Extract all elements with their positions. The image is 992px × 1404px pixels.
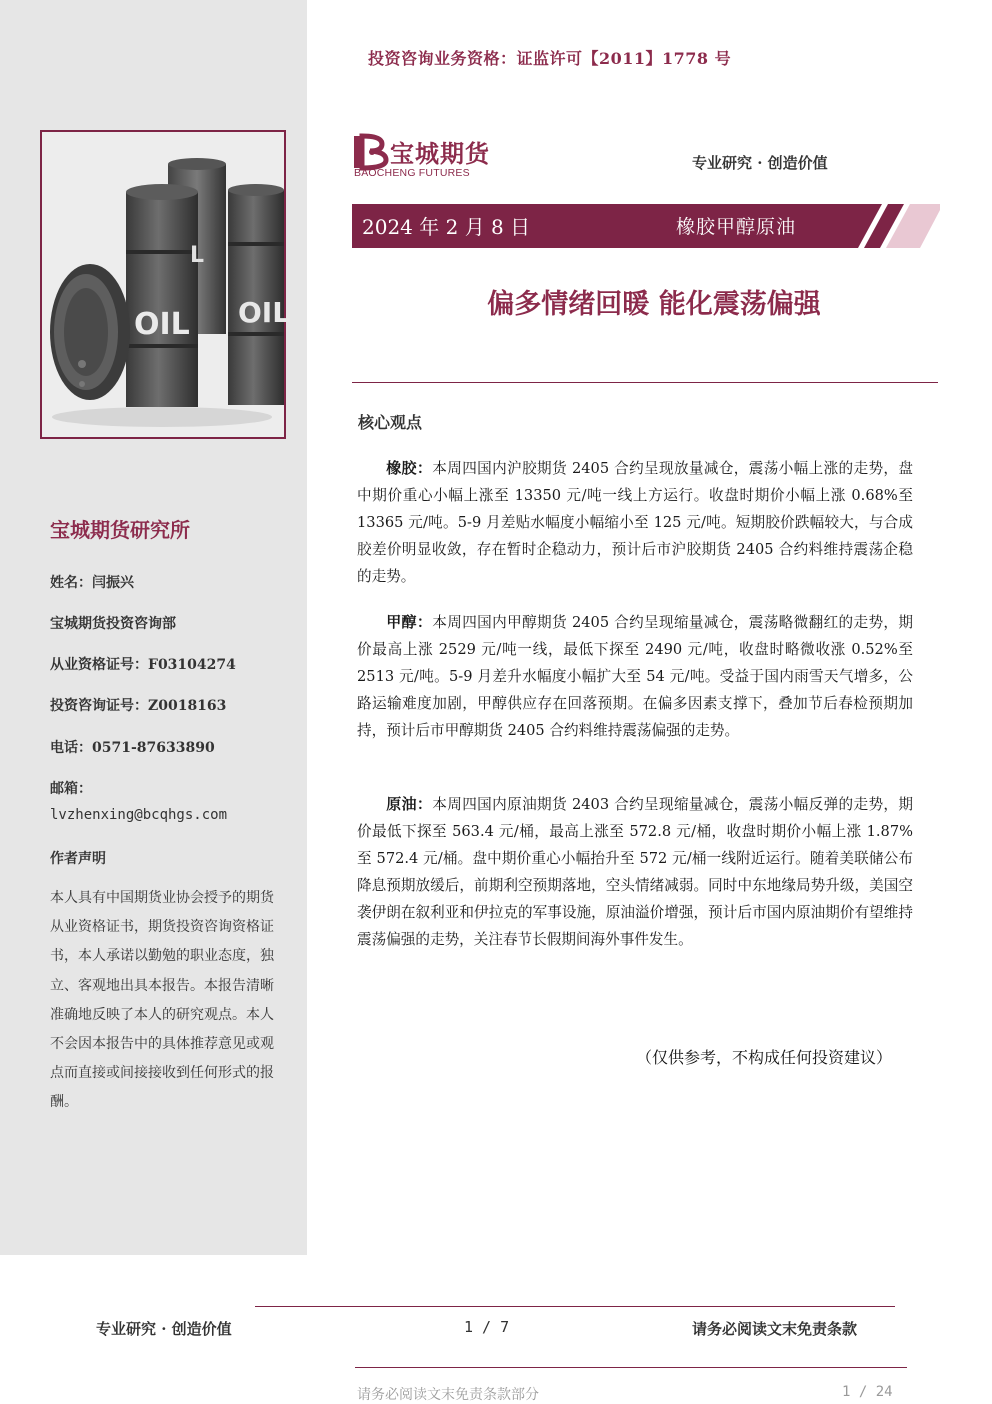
outer-footer-notice: 请务必阅读文末免责条款部分 bbox=[357, 1387, 539, 1403]
oil-barrels-photo bbox=[40, 130, 291, 439]
section-title: 核心观点 bbox=[358, 413, 423, 432]
footer-divider bbox=[255, 1306, 895, 1307]
rubber-paragraph bbox=[357, 455, 913, 590]
consult-id: 投资咨询证号：Z0018163 bbox=[50, 698, 227, 714]
department: 宝城期货投资咨询部 bbox=[50, 616, 176, 632]
methanol-text: 本周四国内甲醇期货 2405 合约呈现缩量减仓，震荡略微翻红的走势，期价最高上涨 2529 元/吨一线，最低下探至 2490 元/吨，收盘时略微收涨 0.52%至 2513 元/吨。5-9 月差升水幅度小幅扩大至 54 元/吨。受益于国内雨雪天气增多，公路运输难度加剧，甲醇供应存在回落预期。在偏多因素支撑下，叠加节后春检预期加持，预计后市甲醇期货 2405 合约料维持震荡偏强的走势。 bbox=[357, 614, 913, 739]
header-slogan: 专业研究 · 创造价值 bbox=[692, 154, 828, 172]
statement-title: 作者声明 bbox=[50, 851, 106, 867]
logo-text-cn: 宝城期货 bbox=[390, 140, 490, 168]
barrel-label-front: OIL bbox=[134, 307, 190, 342]
barrel-label-right: OIL bbox=[238, 296, 291, 329]
license-line: 投资咨询业务资格：证监许可【2011】1778 号 bbox=[368, 49, 732, 68]
outer-page-number: 1 / 24 bbox=[842, 1384, 893, 1400]
logo-mark-icon bbox=[352, 134, 390, 170]
author-statement: 本人具有中国期货业协会授予的期货从业资格证书，期货投资咨询资格证书，本人承诺以勤勉的职业态度，独立、客观地出具本报告。本报告清晰准确地反映了本人的研究观点。本人不会因本报告中的具体推荐意见或观点而直接或间接接收到任何形式的报酬。 bbox=[50, 890, 274, 1111]
oil-barrels-illustration bbox=[42, 132, 291, 437]
logo-text-en: BAOCHENG FUTURES bbox=[354, 167, 470, 179]
barrel-label-back: L bbox=[190, 243, 205, 268]
institute-name: 宝城期货研究所 bbox=[50, 518, 190, 542]
footer-slogan: 专业研究 · 创造价值 bbox=[96, 1320, 232, 1338]
email-label: 邮箱： bbox=[50, 781, 92, 797]
report-topic: 橡胶甲醇原油 bbox=[676, 216, 797, 238]
outer-footer-divider bbox=[355, 1367, 907, 1368]
rubber-label: 橡胶： bbox=[386, 459, 433, 477]
methanol-paragraph bbox=[357, 609, 913, 744]
phone: 电话：0571-87633890 bbox=[50, 740, 215, 756]
report-headline: 偏多情绪回暖 能化震荡偏强 bbox=[487, 289, 821, 320]
footer-page-number: 1 / 7 bbox=[464, 1318, 510, 1336]
methanol-label: 甲醇： bbox=[386, 613, 433, 631]
company-logo bbox=[352, 132, 522, 182]
investment-disclaimer: （仅供参考，不构成任何投资建议） bbox=[636, 1048, 893, 1067]
report-date: 2024 年 2 月 8 日 bbox=[362, 215, 531, 239]
email-address[interactable]: lvzhenxing@bcqhgs.com bbox=[50, 807, 228, 823]
crude-text: 本周四国内原油期货 2403 合约呈现缩量减仓，震荡小幅反弹的走势，期价最低下探至 563.4 元/桶，最高上涨至 572.8 元/桶，收盘时期价小幅上涨 1.87%至 572.4 元/桶。盘中期价重心小幅抬升至 572 元/桶一线附近运行。随着美联储公布降息预期放缓后，前期利空预期落地，空头情绪减弱。同时中东地缘局势升级，美国空袭伊朗在叙利亚和伊拉克的军事设施，原油溢价增强，预计后市国内原油期价有望维持震荡偏强的走势，关注春节长假期间海外事件发生。 bbox=[357, 796, 913, 948]
crude-label: 原油： bbox=[386, 795, 433, 813]
rubber-text: 本周四国内沪胶期货 2405 合约呈现放量减仓，震荡小幅上涨的走势，盘中期价重心小幅上涨至 13350 元/吨一线上方运行。收盘时期价小幅上涨 0.68%至 13365 元/吨。5-9 月差贴水幅度小幅缩小至 125 元/吨。短期胶价跌幅较大，与合成胶差价明显收敛，存在暂时企稳动力，预计后市沪胶期货 2405 合约料维持震荡企稳的走势。 bbox=[357, 460, 913, 585]
qualification-id: 从业资格证号：F03104274 bbox=[50, 657, 236, 673]
crude-paragraph bbox=[357, 791, 913, 953]
footer-notice: 请务必阅读文末免责条款 bbox=[692, 1320, 858, 1338]
header-divider bbox=[352, 382, 938, 383]
author-name: 姓名：闫振兴 bbox=[50, 575, 134, 591]
